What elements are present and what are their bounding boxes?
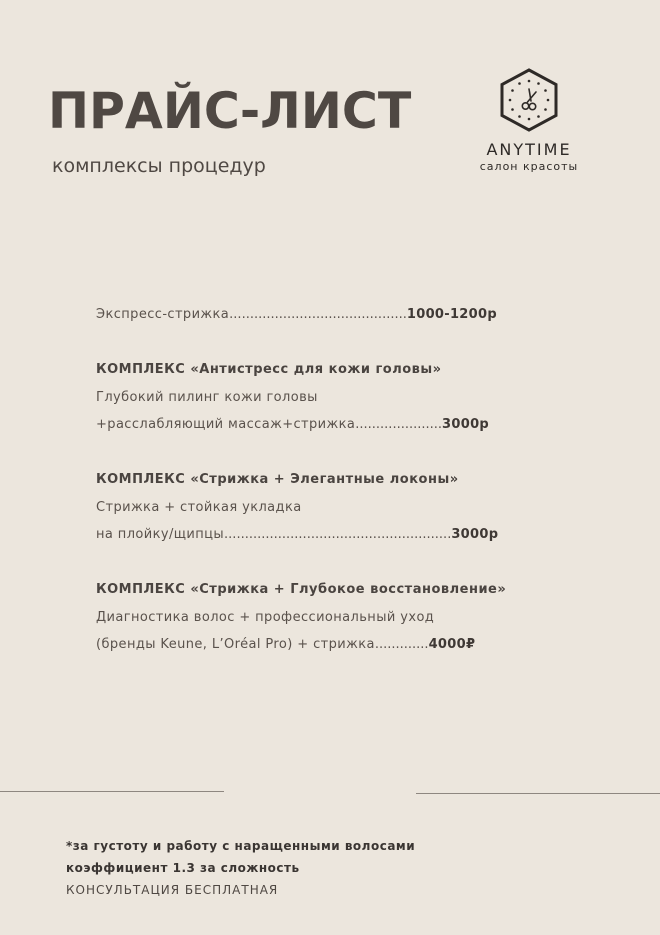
brand-tagline: салон красоты	[479, 160, 579, 173]
divider-right	[416, 793, 660, 794]
complex-description: на плойку/щипцы	[96, 527, 225, 542]
page-subtitle: комплексы процедур	[52, 155, 266, 177]
complex-title: КОМПЛЕКС «Стрижка + Элегантные локоны»	[96, 472, 459, 487]
footer-notes	[66, 835, 415, 901]
service-price: 3000р	[451, 527, 499, 542]
divider-left	[0, 791, 224, 792]
dot-leader: .......................................................	[224, 527, 452, 542]
price-row-complex-3	[96, 635, 566, 663]
scissors-clock-hexagon-icon	[496, 68, 562, 132]
complex-description: Стрижка + стойкая укладка	[96, 499, 302, 515]
complex-title: КОМПЛЕКС «Антистресс для кожи головы»	[96, 362, 442, 377]
price-list	[96, 305, 566, 663]
footer-consultation: КОНСУЛЬТАЦИЯ БЕСПЛАТНАЯ	[66, 883, 279, 897]
footer-note: коэффициент 1.3 за сложность	[66, 861, 300, 875]
complex-description: Диагностика волос + профессиональный уход	[96, 609, 435, 625]
dot-leader: .............	[374, 637, 429, 652]
complex-description: Глубокий пилинг кожи головы	[96, 389, 318, 405]
dot-leader: .....................	[355, 417, 443, 432]
price-row-express	[96, 305, 566, 333]
service-price: 4000₽	[428, 637, 476, 652]
service-name: Экспресс-стрижка	[96, 307, 230, 322]
service-price: 3000р	[442, 417, 490, 432]
dot-leader: ...........................................	[229, 307, 407, 322]
footer-note: *за густоту и работу с наращенными волосами	[66, 839, 416, 853]
price-row-complex-2	[96, 525, 566, 553]
complex-description: +расслабляющий массаж+стрижка	[96, 417, 356, 432]
page-title: ПРАЙС-ЛИСТ	[48, 82, 412, 140]
salon-logo	[466, 68, 592, 173]
brand-name: ANYTIME	[486, 140, 572, 159]
complex-title: КОМПЛЕКС «Стрижка + Глубокое восстановление»	[96, 582, 507, 597]
complex-description: (бренды Keune, L’Oréal Pro) + стрижка	[96, 637, 375, 652]
service-price: 1000-1200р	[406, 307, 497, 322]
price-row-complex-1	[96, 415, 566, 443]
